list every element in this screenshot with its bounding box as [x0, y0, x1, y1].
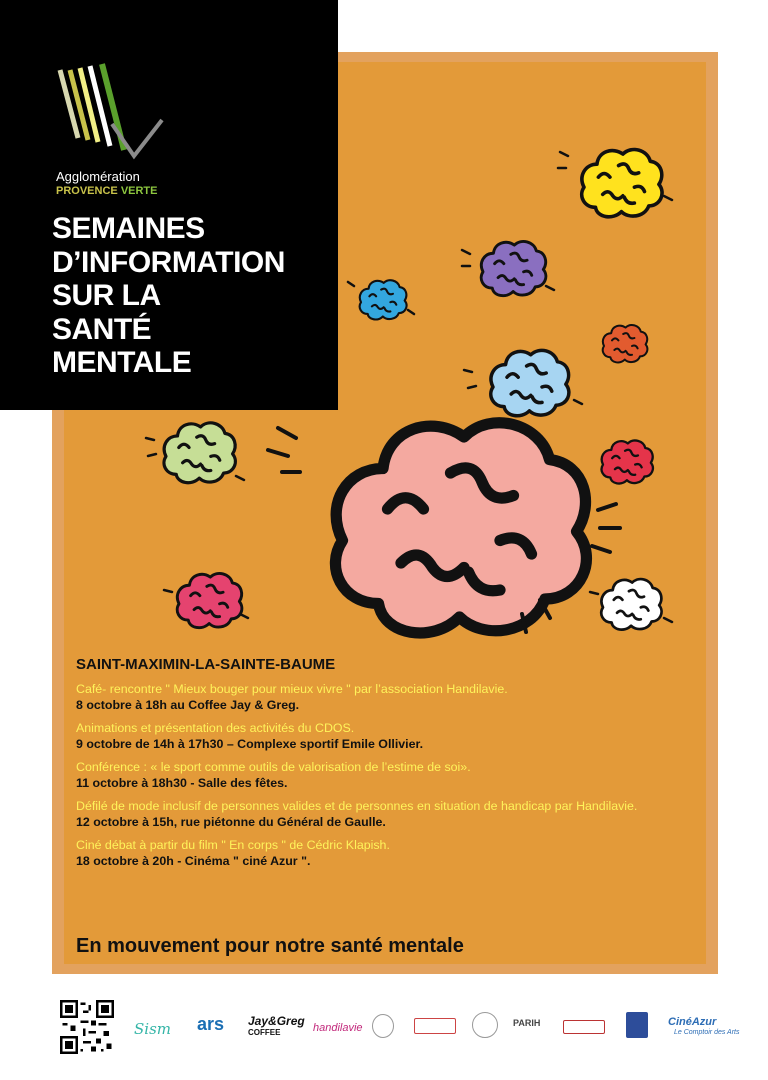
- event-title: Défilé de mode inclusif de personnes valides et de personnes en situation de handicap par Handilavie.: [76, 799, 638, 813]
- title-block: [0, 0, 338, 410]
- partner-logo: [563, 1020, 605, 1034]
- partner-logo-parih: PARIH: [513, 1018, 541, 1028]
- logo: [54, 58, 164, 168]
- partner-logo: [626, 1012, 648, 1038]
- partner-logos: [0, 990, 768, 1080]
- partner-logo-handilavie: handilavie: [313, 1022, 363, 1034]
- org-tagline: PROVENCE VERTE: [56, 185, 158, 197]
- event-detail: 9 octobre de 14h à 17h30 – Complexe sportif Emile Ollivier.: [76, 737, 424, 751]
- partner-logo-cineazur-sub: Le Comptoir des Arts: [674, 1029, 740, 1036]
- event-detail: 11 octobre à 18h30 - Salle des fêtes.: [76, 776, 288, 790]
- qr-code-icon[interactable]: [60, 1000, 114, 1054]
- city-heading: SAINT-MAXIMIN-LA-SAINTE-BAUME: [76, 656, 336, 673]
- event-title: Café- rencontre " Mieux bouger pour mieux vivre " par l’association Handilavie.: [76, 682, 508, 696]
- event-title: Ciné débat à partir du film " En corps " de Cédric Klapish.: [76, 838, 390, 852]
- event-detail: 12 octobre à 15h, rue piétonne du Général de Gaulle.: [76, 815, 386, 829]
- event-item: [76, 681, 706, 713]
- org-name: Agglomération: [56, 169, 140, 184]
- event-detail: 18 octobre à 20h - Cinéma " ciné Azur ".: [76, 854, 311, 868]
- partner-seal: [372, 1014, 394, 1038]
- event-item: [76, 720, 706, 752]
- partner-logo: [414, 1018, 456, 1034]
- event-item: [76, 837, 706, 869]
- page-title: SEMAINES D’INFORMATION SUR LA SANTÉ MENTALE: [52, 212, 285, 379]
- event-title: Conférence : « le sport comme outils de valorisation de l’estime de soi».: [76, 760, 471, 774]
- event-item: [76, 798, 706, 830]
- partner-seal: [472, 1012, 498, 1038]
- partner-logo-ars: ars: [197, 1014, 225, 1034]
- partner-logo-sism: Sism: [134, 1020, 171, 1038]
- event-title: Animations et présentation des activités du CDOS.: [76, 721, 355, 735]
- partner-logo-jay-greg: Jay&Greg COFFEE: [248, 1014, 305, 1037]
- event-detail: 8 octobre à 18h au Coffee Jay & Greg.: [76, 698, 300, 712]
- event-item: [76, 759, 706, 791]
- slogan: En mouvement pour notre santé mentale: [76, 935, 464, 957]
- event-list: [76, 681, 706, 876]
- partner-logo-cineazur: CinéAzur: [668, 1016, 717, 1028]
